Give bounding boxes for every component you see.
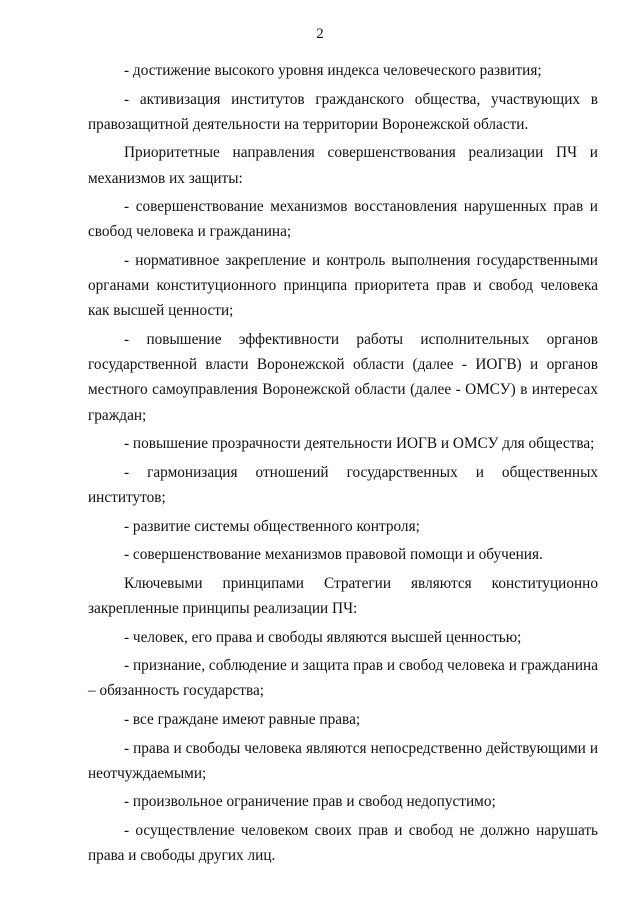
paragraph-9: - развитие системы общественного контроля;	[124, 517, 420, 535]
paragraph-11: Ключевыми принципами Стратегии являются конституционно закрепленные принципы реализации ПЧ:	[88, 574, 598, 617]
paragraph-16: - произвольное ограничение прав и свобод недопустимо;	[124, 793, 496, 811]
paragraph-15: - права и свободы человека являются непосредственно действующими и неотчуждаемыми;	[88, 739, 598, 782]
document-body	[88, 58, 598, 872]
paragraph-13: - признание, соблюдение и защита прав и свобод человека и гражданина – обязанность государства;	[88, 657, 598, 700]
page-number: 2	[316, 26, 324, 42]
paragraph-6: - повышение эффективности работы исполнительных органов государственной власти Воронежской области (далее - ИОГВ) и органов местного самоуправления Воронежской области (далее - ОМСУ) в интересах граждан;	[88, 330, 598, 424]
paragraph-1: - достижение высокого уровня индекса человеческого развития;	[124, 62, 542, 79]
paragraph-5: - нормативное закрепление и контроль выполнения государственными органами конституционного принципа приоритета прав и свобод человека как высшей ценности;	[88, 251, 598, 320]
paragraph-2: - активизация институтов гражданского общества, участвующих в правозащитной деятельности на территории Воронежской области.	[88, 90, 598, 133]
paragraph-14: - все граждане имеют равные права;	[124, 710, 361, 728]
paragraph-12: - человек, его права и свободы являются высшей ценностью;	[124, 628, 522, 646]
paragraph-3: Приоритетные направления совершенствования реализации ПЧ и механизмов их защиты:	[88, 144, 598, 187]
paragraph-10: - совершенствование механизмов правовой помощи и обучения.	[124, 546, 543, 564]
paragraph-8: - гармонизация отношений государственных и общественных институтов;	[88, 463, 598, 506]
paragraph-17: - осуществление человеком своих прав и свобод не должно нарушать права и свободы других лиц.	[88, 821, 598, 865]
paragraph-7: - повышение прозрачности деятельности ИОГВ и ОМСУ для общества;	[124, 435, 595, 453]
paragraph-4: - совершенствование механизмов восстановления нарушенных прав и свобод человека и гражданина;	[88, 198, 598, 241]
